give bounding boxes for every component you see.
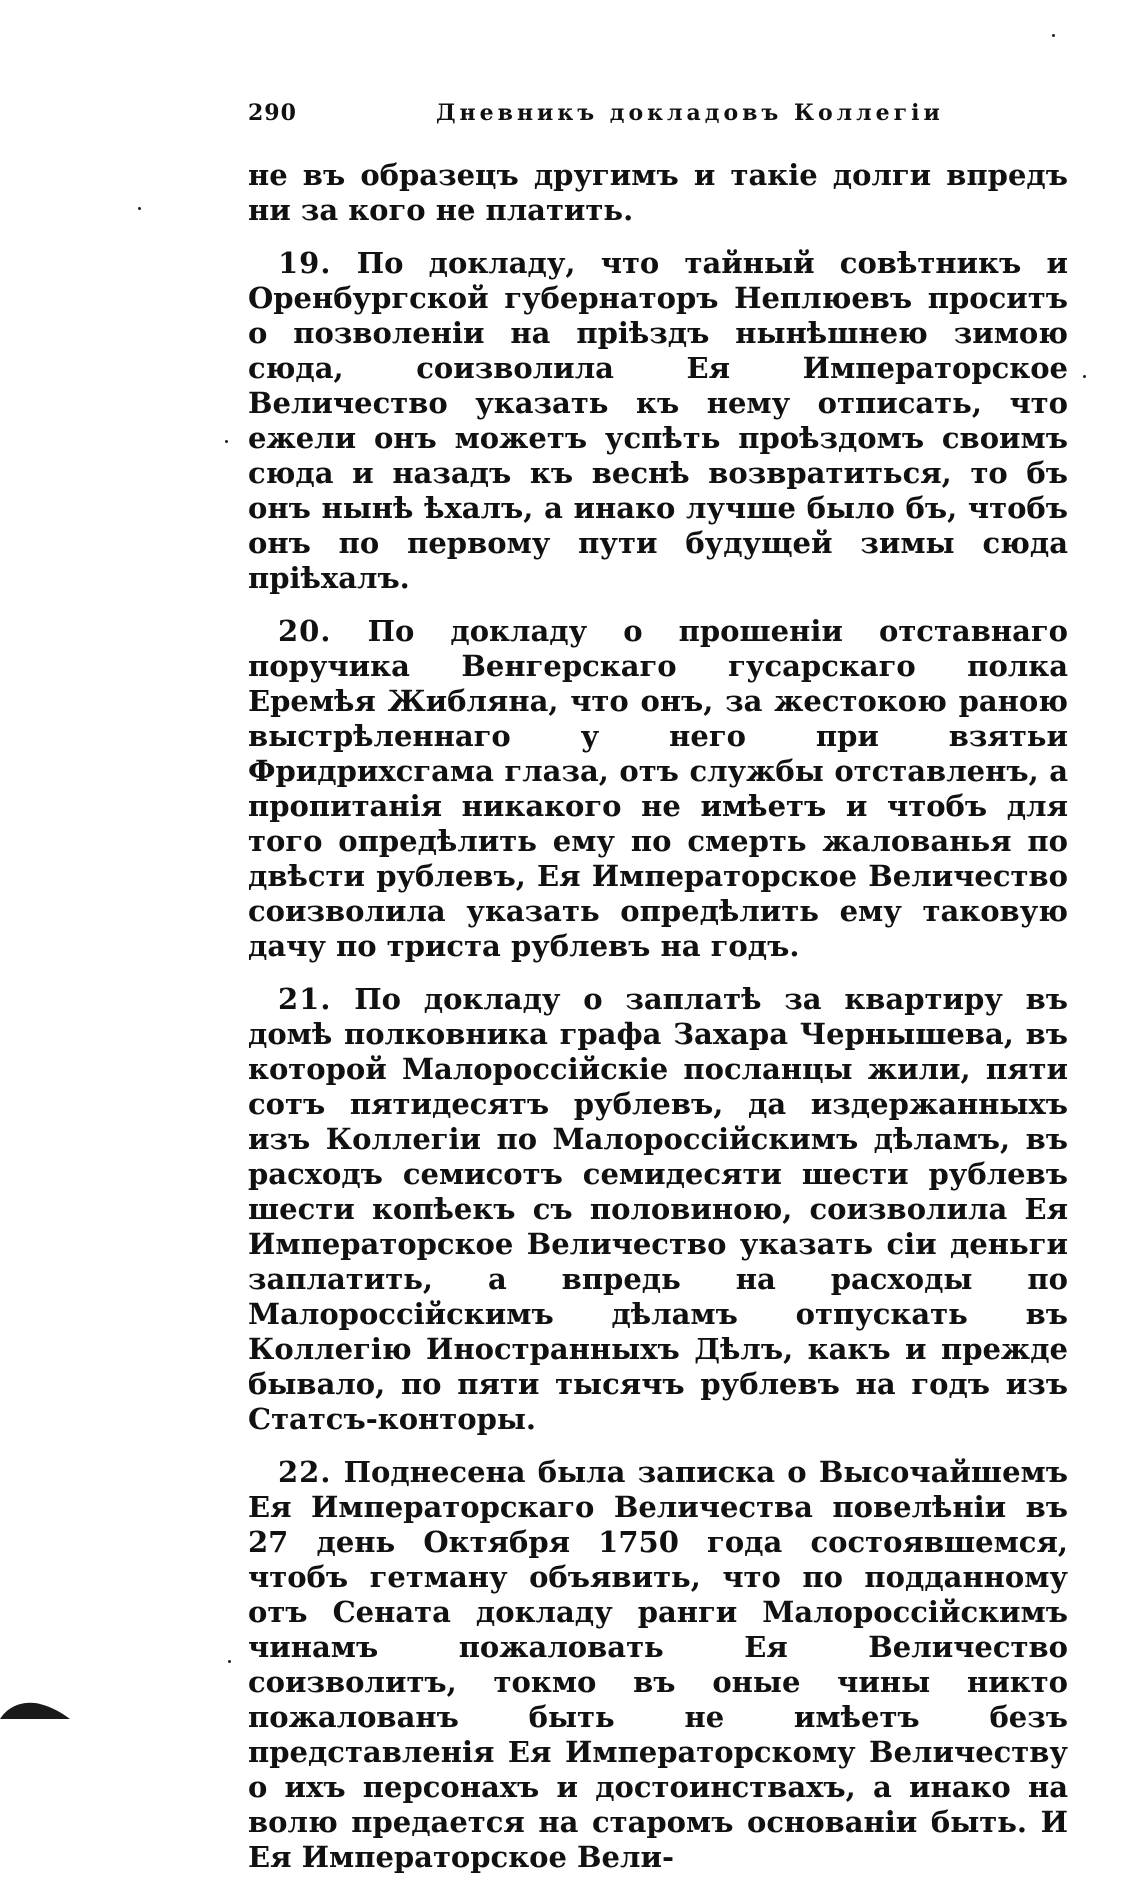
paragraph-number: 20. — [278, 614, 332, 648]
page-header — [248, 92, 1068, 132]
scan-speck — [1052, 34, 1055, 37]
paragraph-20 — [248, 614, 1068, 964]
scan-speck — [225, 440, 228, 443]
paragraph-21 — [248, 982, 1068, 1437]
body-text — [248, 158, 1068, 1893]
page-number: 290 — [248, 100, 297, 126]
paragraph-text: не въ образецъ другимъ и такіе долги впредъ ни за кого не платить. — [248, 158, 1068, 227]
paragraph-text: Поднесена была записка о Высочайшемъ Ея Императорскаго Величества повелѣніи въ 27 день Октября 1750 года состоявшемся, чтобъ гетману объявить, что по подданному отъ Сената докладу ранги Малороссійскимъ чинамъ пожаловать Ея Величество соизволитъ, токмо въ оные чины никто пожалованъ быть не имѣетъ безъ представленія Ея Императорскому Величеству о ихъ персонахъ и достоинствахъ, а инако на волю предается на старомъ основаніи быть. И Ея Императорское Вели- — [248, 1455, 1068, 1874]
paragraph-continuation — [248, 158, 1068, 228]
scan-speck — [228, 1660, 231, 1663]
paragraph-22 — [248, 1455, 1068, 1875]
scan-smudge-icon — [0, 1696, 70, 1719]
paragraph-text: По докладу о заплатѣ за квартиру въ домѣ полковника графа Захара Чернышева, въ которой Малороссійскіе посланцы жили, пяти сотъ пятидесятъ рублевъ, да издержанныхъ изъ Коллегіи по Малороссійскимъ дѣламъ, въ расходъ семисотъ семидесяти шести рублевъ шести копѣекъ съ половиною, соизволила Ея Императорское Величество указать сіи деньги заплатить, а впредь на расходы по Малороссійскимъ дѣламъ отпускать въ Коллегію Иностранныхъ Дѣлъ, какъ и прежде бывало, по пяти тысячъ рублевъ на годъ изъ Статсъ-конторы. — [248, 982, 1068, 1436]
running-title: Дневникъ докладовъ Коллегіи — [436, 100, 944, 126]
paragraph-19 — [248, 246, 1068, 596]
scan-speck — [1083, 375, 1086, 378]
paragraph-number: 19. — [278, 246, 332, 280]
paragraph-text: По докладу, что тайный совѣтникъ и Оренбургской губернаторъ Неплюевъ проситъ о позволеніи на пріѣздъ нынѣшнею зимою сюда, соизволила Ея Императорское Величество указать къ нему отписать, что ежели онъ можетъ успѣть проѣздомъ своимъ сюда и назадъ къ веснѣ возвратиться, то бъ онъ нынѣ ѣхалъ, а инако лучше было бъ, чтобъ онъ по первому пути будущей зимы сюда пріѣхалъ. — [248, 246, 1068, 595]
paragraph-text: По докладу о прошеніи отставнаго поручика Венгерскаго гусарскаго полка Еремѣя Жибляна, что онъ, за жестокою раною выстрѣленнаго у него при взятьи Фридрихсгама глаза, отъ службы отставленъ, а пропитанія никакого не имѣетъ и чтобъ для того опредѣлить ему по смерть жалованья по двѣсти рублевъ, Ея Императорское Величество соизволила указать опредѣлить ему таковую дачу по триста рублевъ на годъ. — [248, 614, 1068, 963]
scan-speck — [138, 207, 141, 210]
paragraph-number: 22. — [278, 1455, 332, 1489]
paragraph-number: 21. — [278, 982, 332, 1016]
